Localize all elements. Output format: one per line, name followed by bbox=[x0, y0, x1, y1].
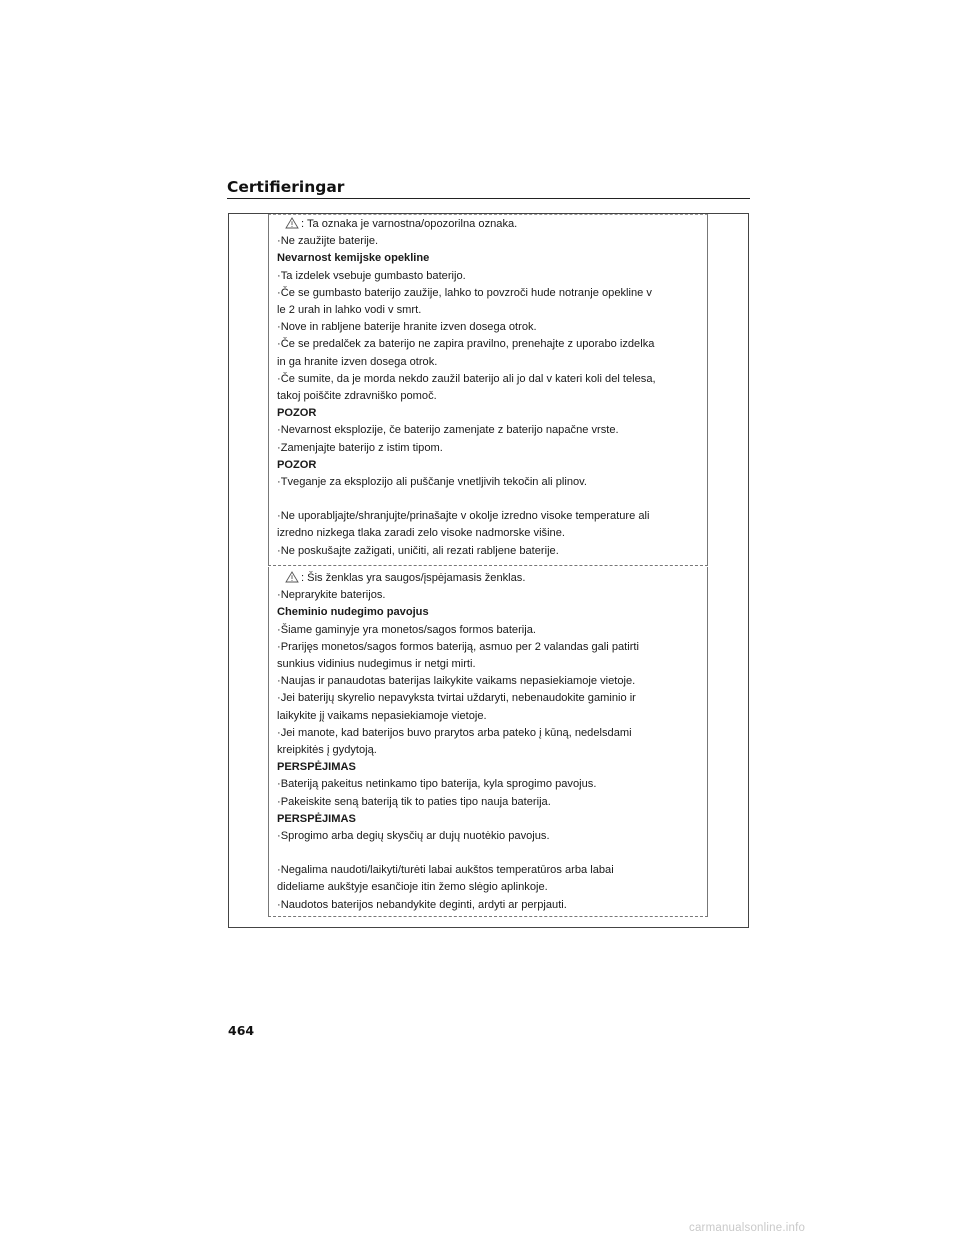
warning-triangle-icon bbox=[285, 217, 299, 229]
warning-line bbox=[277, 285, 697, 302]
line-text: le 2 urah in lahko vodi v smrt. bbox=[277, 304, 422, 317]
line-text: PERSPĖJIMAS bbox=[277, 812, 356, 825]
line-text: : Ta oznaka je varnostna/opozorilna oznaka. bbox=[301, 218, 518, 230]
warning-line bbox=[277, 656, 697, 673]
line-text: ·Če se predalček za baterijo ne zapira pravilno, prenehajte z uporabo izdelka bbox=[277, 338, 655, 351]
warning-line bbox=[277, 622, 697, 639]
warning-line bbox=[277, 708, 697, 725]
warning-heading bbox=[277, 457, 697, 474]
warning-line bbox=[277, 508, 697, 525]
warning-line bbox=[277, 828, 697, 845]
warning-line bbox=[277, 371, 697, 388]
line-text: POZOR bbox=[277, 458, 317, 471]
warning-line bbox=[277, 879, 697, 896]
line-text: ·Tveganje za eksplozijo ali puščanje vnetljivih tekočin ali plinov. bbox=[277, 476, 587, 489]
warning-heading bbox=[277, 759, 697, 776]
warning-heading bbox=[277, 811, 697, 828]
paragraph-gap bbox=[277, 491, 697, 508]
warning-line bbox=[277, 587, 697, 604]
warning-line bbox=[277, 690, 697, 707]
line-text: ·Naujas ir panaudotas baterijas laikykite vaikams nepasiekiamoje vietoje. bbox=[277, 675, 636, 688]
line-text: ·Jei baterijų skyrelio nepavyksta tvirtai uždaryti, nebenaudokite gaminio ir bbox=[277, 692, 636, 705]
line-text: : Šis ženklas yra saugos/įspėjamasis ženklas. bbox=[301, 572, 526, 584]
line-text: Cheminio nudegimo pavojus bbox=[277, 606, 429, 619]
safety-symbol-line bbox=[277, 216, 697, 233]
line-text: Nevarnost kemijske opekline bbox=[277, 252, 430, 265]
slovenian-warning-text bbox=[277, 216, 697, 560]
warning-line bbox=[277, 776, 697, 793]
warning-line bbox=[277, 897, 697, 914]
page-number: 464 bbox=[228, 1023, 255, 1038]
warning-line bbox=[277, 742, 697, 759]
warning-line bbox=[277, 525, 697, 542]
warning-line bbox=[277, 302, 697, 319]
warning-line bbox=[277, 336, 697, 353]
section-heading: Certifieringar bbox=[227, 178, 345, 196]
line-text: ·Če se gumbasto baterijo zaužije, lahko to povzroči hude notranje opekline v bbox=[277, 286, 652, 299]
line-text: in ga hranite izven dosega otrok. bbox=[277, 355, 438, 368]
line-text: ·Ta izdelek vsebuje gumbasto baterijo. bbox=[277, 269, 466, 282]
warning-line bbox=[277, 543, 697, 560]
warning-line bbox=[277, 233, 697, 250]
line-text: takoj poiščite zdravniško pomoč. bbox=[277, 390, 437, 403]
warning-line bbox=[277, 474, 697, 491]
watermark: carmanualsonline.info bbox=[689, 1222, 806, 1234]
line-text: ·Jei manote, kad baterijos buvo prarytos arba pateko į kūną, nedelsdami bbox=[277, 726, 632, 739]
line-text: ·Bateriją pakeitus netinkamo tipo baterija, kyla sprogimo pavojus. bbox=[277, 778, 597, 791]
line-text: ·Prarijęs monetos/sagos formos bateriją, asmuo per 2 valandas gali patirti bbox=[277, 640, 639, 653]
line-text: PERSPĖJIMAS bbox=[277, 761, 356, 774]
line-text: laikykite jį vaikams nepasiekiamoje vietoje. bbox=[277, 709, 487, 722]
warning-heading bbox=[277, 250, 697, 267]
warning-line bbox=[277, 354, 697, 371]
line-text: ·Ne zaužijte baterije. bbox=[277, 235, 379, 248]
safety-symbol-line bbox=[277, 570, 697, 587]
line-text: ·Ne poskušajte zažigati, uničiti, ali rezati rabljene baterije. bbox=[277, 544, 559, 557]
line-text: ·Šiame gaminyje yra monetos/sagos formos baterija. bbox=[277, 623, 536, 636]
warning-line bbox=[277, 673, 697, 690]
warning-line bbox=[277, 319, 697, 336]
line-text: ·Negalima naudoti/laikyti/turėti labai aukštos temperatūros arba labai bbox=[277, 864, 614, 877]
warning-triangle-icon bbox=[285, 571, 299, 583]
warning-line bbox=[277, 440, 697, 457]
warning-heading bbox=[277, 604, 697, 621]
line-text: POZOR bbox=[277, 407, 317, 420]
paragraph-gap bbox=[277, 845, 697, 862]
heading-rule bbox=[227, 198, 750, 199]
warning-line bbox=[277, 725, 697, 742]
line-text: ·Pakeiskite seną bateriją tik to paties tipo nauja baterija. bbox=[277, 795, 551, 808]
warning-line bbox=[277, 268, 697, 285]
line-text: kreipkitės į gydytoją. bbox=[277, 744, 377, 757]
line-text: ·Sprogimo arba degių skysčių ar dujų nuotėkio pavojus. bbox=[277, 830, 550, 843]
line-text: dideliame aukštyje esančioje itin žemo slėgio aplinkoje. bbox=[277, 881, 548, 894]
warning-heading bbox=[277, 405, 697, 422]
lithuanian-warning-text bbox=[277, 570, 697, 914]
warning-line bbox=[277, 862, 697, 879]
warning-line bbox=[277, 388, 697, 405]
line-text: ·Nove in rabljene baterije hranite izven dosega otrok. bbox=[277, 321, 537, 334]
line-text: izredno nizkega tlaka zaradi zelo visoke nadmorske višine. bbox=[277, 527, 565, 540]
warning-line bbox=[277, 639, 697, 656]
line-text: ·Če sumite, da je morda nekdo zaužil baterijo ali jo dal v kateri koli del telesa, bbox=[277, 372, 656, 385]
line-text: ·Zamenjajte baterijo z istim tipom. bbox=[277, 441, 443, 454]
line-text: sunkius vidinius nudegimus ir netgi mirti. bbox=[277, 658, 476, 671]
warning-line bbox=[277, 794, 697, 811]
line-text: ·Neprarykite baterijos. bbox=[277, 589, 386, 602]
line-text: ·Ne uporabljajte/shranjujte/prinašajte v okolje izredno visoke temperature ali bbox=[277, 510, 650, 523]
line-text: ·Naudotos baterijos nebandykite deginti, ardyti ar perpjauti. bbox=[277, 898, 567, 911]
line-text: ·Nevarnost eksplozije, če baterijo zamenjate z baterijo napačne vrste. bbox=[277, 424, 619, 437]
warning-line bbox=[277, 422, 697, 439]
